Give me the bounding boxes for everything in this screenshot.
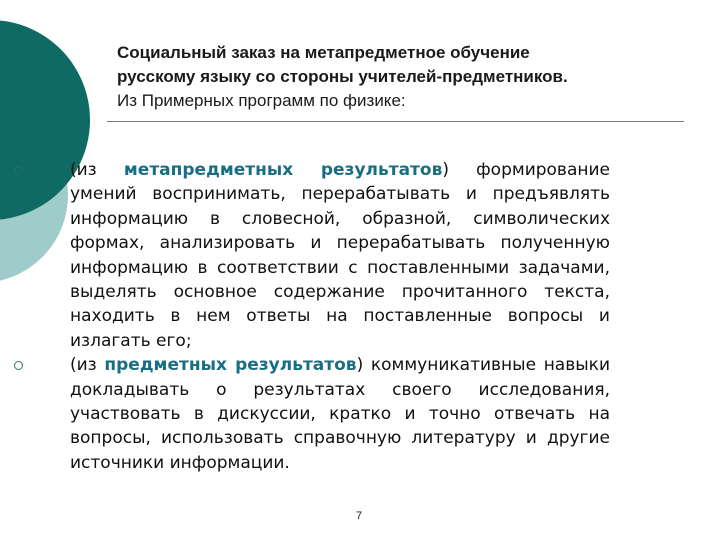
slide-title [117, 41, 697, 113]
title-line-3: Из Примерных программ по физике: [117, 91, 406, 110]
item-prefix: (из [70, 160, 124, 180]
circle-bullet-icon [14, 361, 23, 370]
title-line-2: русскому языку со стороны учителей-предметников. [117, 67, 568, 86]
circle-bullet-icon [14, 166, 23, 175]
title-line-1: Социальный заказ на метапредметное обучение [117, 43, 530, 62]
item-highlight: предметных результатов [104, 355, 357, 376]
title-divider [107, 121, 684, 122]
bullet-list [70, 158, 610, 475]
item-text: ) коммуникативные навыки докладывать о результатах своего исследования, участвовать в дискуссии, кратко и точно отвечать на вопросы, использовать справочную литературу и другие источники информации. [70, 355, 610, 473]
list-item [70, 353, 610, 475]
item-prefix: (из [70, 355, 105, 376]
page-number: 7 [356, 510, 363, 522]
list-item [70, 158, 610, 353]
item-highlight: метапредметных результатов [123, 160, 443, 180]
item-text: ) формирование умений воспринимать, перерабатывать и предъявлять информацию в словесной, образной, символических формах, анализировать и перерабатывать полученную информацию в соответствии с поставленными задачами, выделять основное содержание прочитанного текста, находить в нем ответы на поставленные вопросы и излагать его; [70, 160, 610, 351]
